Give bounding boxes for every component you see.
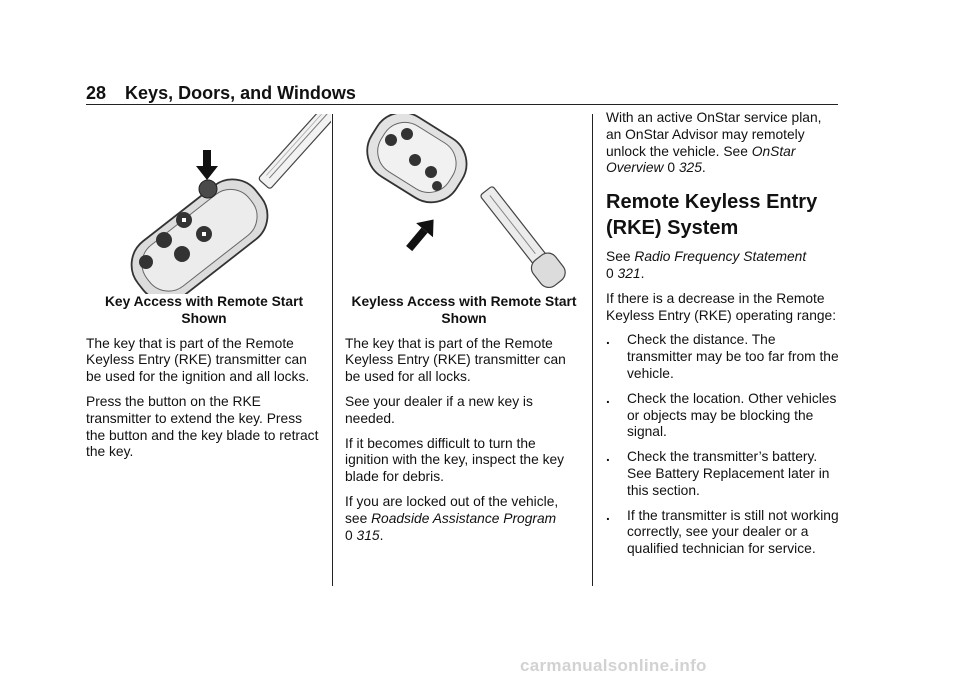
list-item-text: Check the transmitter’s battery. See Battery Replacement later in this section.	[627, 449, 830, 498]
cross-reference-link[interactable]: Radio Frequency Statement	[634, 249, 807, 265]
flip-key-fob-icon	[86, 114, 331, 294]
list-item	[606, 391, 840, 441]
column-2	[345, 114, 583, 552]
list-item-text: Check the location. Other vehicles or objects may be blocking the signal.	[627, 390, 837, 440]
page-ref-number[interactable]: 315	[356, 527, 380, 543]
page-number: 28	[86, 83, 107, 103]
list-item	[606, 332, 840, 382]
page-ref-icon: 0	[606, 265, 614, 281]
list-item	[606, 508, 840, 558]
page-ref-number[interactable]: 325	[678, 160, 702, 176]
column-1	[86, 114, 322, 469]
paragraph	[345, 494, 583, 544]
caption-line: Key Access with Remote Start	[104, 294, 304, 309]
text: If you are locked out of the vehicle, see	[345, 493, 559, 526]
watermark: carmanualsonline.info	[520, 656, 707, 675]
section-title: Keys, Doors, and Windows	[125, 83, 356, 103]
cross-reference-link[interactable]: OnStar Overview	[606, 143, 796, 176]
cross-reference-link[interactable]: Roadside Assistance Program	[371, 510, 557, 526]
header-rule	[86, 104, 838, 105]
text: .	[379, 527, 384, 543]
column-divider-1	[332, 114, 333, 586]
caption-line: Keyless Access with Remote Start	[351, 294, 577, 309]
keyless-fob-and-blade-icon	[345, 114, 590, 294]
bullet-list	[606, 332, 840, 558]
column-divider-2	[592, 114, 593, 586]
page-ref-number[interactable]: 321	[617, 265, 641, 281]
paragraph	[606, 249, 840, 283]
column-3	[606, 110, 840, 566]
list-item	[606, 449, 840, 499]
page-ref-icon: 0	[667, 160, 676, 176]
text: See	[606, 249, 635, 265]
figure-caption-1	[86, 294, 322, 328]
paragraph: The key that is part of the Remote Keyless Entry (RKE) transmitter can be used for the ignition and all locks.	[86, 335, 310, 385]
bullet-icon: .	[606, 449, 610, 465]
page-header	[86, 83, 356, 104]
figure-caption-2	[345, 294, 583, 328]
paragraph: See your dealer if a new key is needed.	[345, 393, 533, 426]
bullet-icon: .	[606, 332, 610, 348]
caption-line: Shown	[441, 310, 487, 326]
text: .	[701, 160, 706, 176]
section-heading: Remote Keyless Entry (RKE) System	[606, 191, 818, 240]
list-item-text: Check the distance. The transmitter may be too far from the vehicle.	[627, 332, 839, 381]
paragraph: If there is a decrease in the Remote Keyless Entry (RKE) operating range:	[606, 290, 837, 323]
text: With an active OnStar service plan, an OnStar Advisor may remotely unlock the vehicle. See	[606, 110, 822, 159]
paragraph: If it becomes difficult to turn the ignition with the key, inspect the key blade for debris.	[345, 435, 565, 485]
bullet-icon: .	[606, 507, 610, 523]
caption-line: Shown	[181, 310, 227, 326]
bullet-icon: .	[606, 390, 610, 406]
paragraph	[606, 110, 840, 177]
page-ref-icon: 0	[345, 527, 353, 543]
text: .	[640, 265, 645, 281]
paragraph: The key that is part of the Remote Keyless Entry (RKE) transmitter can be used for all locks.	[345, 335, 566, 385]
list-item-text: If the transmitter is still not working correctly, see your dealer or a qualified technician for service.	[627, 507, 839, 557]
paragraph: Press the button on the RKE transmitter to extend the key. Press the button and the key blade to retract the key.	[86, 393, 319, 460]
